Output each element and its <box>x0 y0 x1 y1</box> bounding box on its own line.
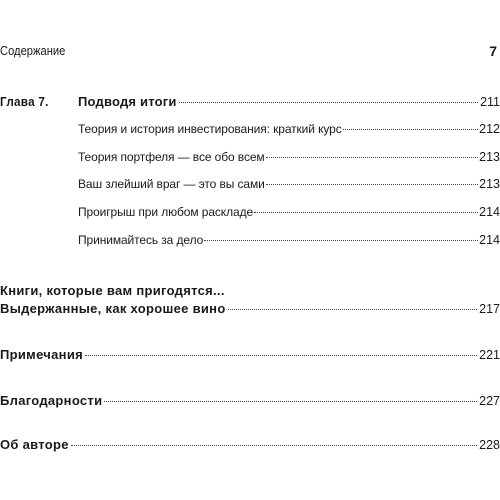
toc-entry-notes[interactable] <box>0 347 500 365</box>
section-title: Ваш злейший враг — это вы сами <box>78 177 265 191</box>
section-title: Теория портфеля — все обо всем <box>78 150 265 164</box>
section-page: 214 <box>479 205 500 219</box>
section-page: 212 <box>479 122 500 136</box>
chapter-title: Подводя итоги <box>78 94 177 109</box>
section-title: Теория и история инвестирования: краткий курс <box>78 122 342 136</box>
chapter-number: Глава 7. <box>0 94 49 109</box>
dot-leader <box>228 309 478 310</box>
chapter-page: 211 <box>480 95 500 109</box>
dot-leader <box>85 355 477 356</box>
dot-leader <box>204 240 478 241</box>
toc-chapter-7[interactable] <box>0 94 500 112</box>
toc-entry-about-author[interactable] <box>0 437 500 455</box>
dot-leader <box>71 445 477 446</box>
toc-section[interactable] <box>0 233 500 251</box>
dot-leader <box>343 129 478 130</box>
toc-section[interactable] <box>0 177 500 195</box>
books-heading-line2: Выдержанные, как хорошее вино <box>0 301 226 316</box>
section-title: Проигрыш при любом раскладе <box>78 205 254 219</box>
entry-title: Примечания <box>0 347 84 362</box>
toc-section[interactable] <box>0 122 500 140</box>
entry-title: Благодарности <box>0 393 103 408</box>
entry-page: 227 <box>479 394 500 408</box>
toc-section[interactable] <box>0 150 500 168</box>
dot-leader <box>266 184 478 185</box>
toc-section[interactable] <box>0 205 500 223</box>
running-title: Содержание <box>0 43 66 58</box>
dot-leader <box>266 157 479 158</box>
section-title: Принимайтесь за дело <box>78 233 204 247</box>
books-page: 217 <box>479 302 500 316</box>
dot-leader <box>179 102 479 103</box>
books-heading-line1: Книги, которые вам пригодятся... <box>0 283 225 298</box>
toc-books-entry[interactable] <box>0 301 500 319</box>
toc-entry-acknowledgements[interactable] <box>0 393 500 411</box>
running-header <box>0 43 500 61</box>
folio-page-number: 7 <box>489 43 497 59</box>
dot-leader <box>254 212 478 213</box>
entry-page: 221 <box>479 348 500 362</box>
dot-leader <box>104 401 477 402</box>
section-page: 214 <box>479 233 500 247</box>
section-page: 213 <box>479 150 500 164</box>
entry-page: 228 <box>479 438 500 452</box>
entry-title: Об авторе <box>0 437 69 452</box>
section-page: 213 <box>479 177 500 191</box>
